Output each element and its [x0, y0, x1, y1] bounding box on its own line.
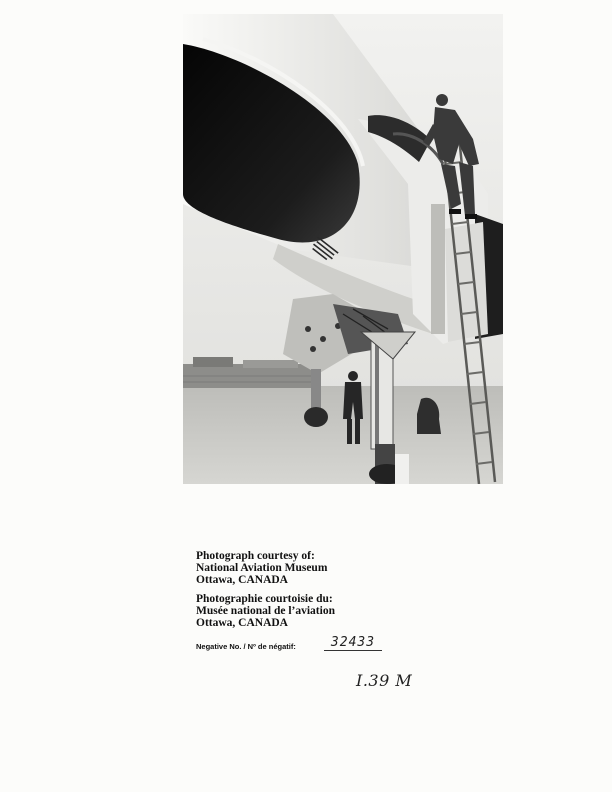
- credit-location-english: Ottawa, CANADA: [196, 574, 288, 586]
- handwritten-reference-note: I.39 M: [356, 671, 413, 690]
- negative-number-label: Negative No. / Nº de négatif:: [196, 642, 296, 651]
- credit-location-french: Ottawa, CANADA: [196, 617, 288, 629]
- credit-institution-english: National Aviation Museum: [196, 562, 328, 574]
- aircraft-photo-illustration: [183, 14, 503, 484]
- aircraft-photograph: [183, 14, 503, 484]
- credit-institution-french: Musée national de l’aviation: [196, 605, 335, 617]
- credit-heading-english: Photograph courtesy of:: [196, 550, 315, 562]
- negative-number-handwritten: 32433: [324, 635, 382, 651]
- museum-credit-stamp: [196, 550, 426, 629]
- credit-heading-french: Photographie courtoisie du:: [196, 593, 333, 605]
